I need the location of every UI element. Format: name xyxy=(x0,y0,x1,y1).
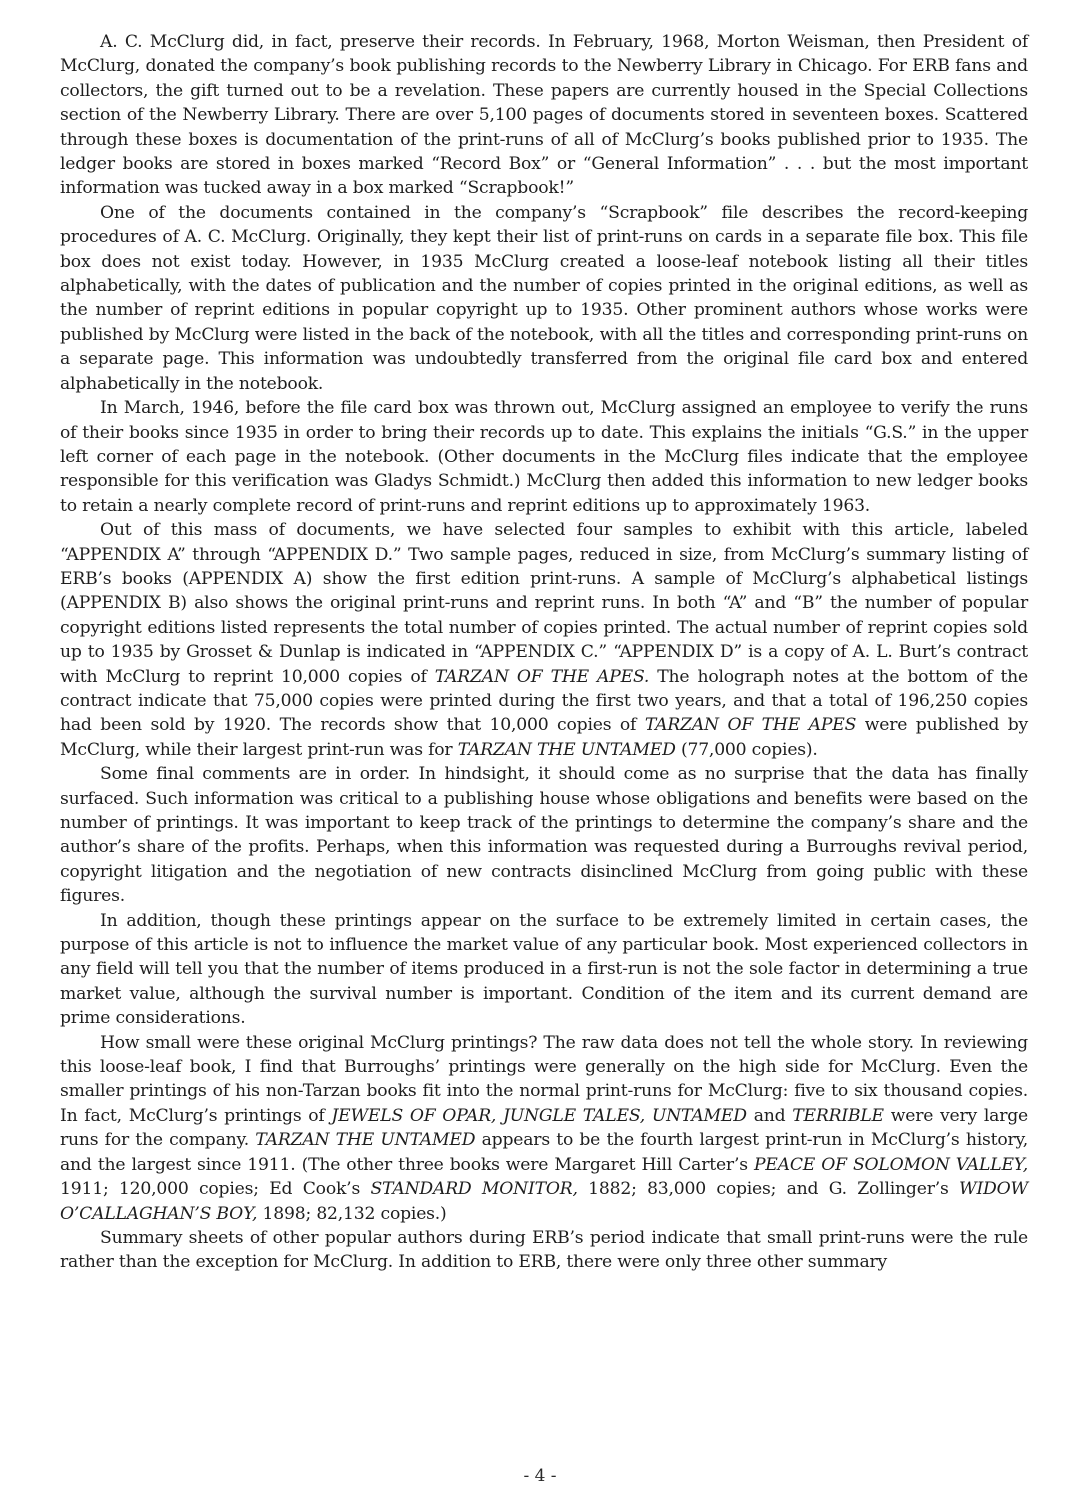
paragraph-text: Out of this mass of documents, we have selected four samples to exhibit with this article, labeled “APPENDIX A” through “APPENDIX D.” Two sample pages, reduced in size, from McClurg’s summary listing of ERB’s books (APPENDIX A) show the first edition print-runs. A sample of McClurg’s alphabetical listings (APPENDIX B) also shows the original print-runs and reprint runs. In both “A” and “B” the number of popular copyright editions listed represents the total number of copies printed. The actual number of reprint copies sold up to 1935 by Grosset & Dunlap is indicated in “APPENDIX C.” “APPENDIX D” is a copy of A. L. Burt’s contract with McClurg to reprint 10,000 copies of xyxy=(60,520,1028,687)
paragraph-text: How small were these original McClurg printings? The raw data does not tell the whole story. In reviewing this loose-leaf book, I find that Burroughs’ printings were generally on the high side for McClurg. Even the smaller printings of his non-Tarzan books fit into the normal print-runs for McClurg: five to six thousand copies. In fact, McClurg’s printings of xyxy=(60,1032,1028,1126)
paragraph-text: appears to be the fourth largest print-run in McClurg’s history, and the largest since 1911. (The other three books were Margaret Hill Carter’s xyxy=(60,1130,1028,1175)
book-title: TARZAN THE UNTAMED xyxy=(457,739,676,760)
paragraph-text: (77,000 copies). xyxy=(675,739,818,760)
paragraph-text: A. C. McClurg did, in fact, preserve their records. In February, 1968, Morton Weisman, then President of McClurg, donated the company’s book publishing records to the Newberry Library in Chicago. For ERB fans and collectors, the gift turned out to be a revelation. These papers are currently housed in the Special Collections section of the Newberry Library. There are over 5,100 pages of documents stored in seventeen boxes. Scattered through these boxes is documentation of the print-runs of all of McClurg’s books published prior to 1935. The ledger books are stored in boxes marked “Record Box” or “General Information” . . . but the most important information was tucked away in a box marked “Scrapbook!” xyxy=(60,32,1028,199)
paragraph-text: 1898; 82,132 copies.) xyxy=(257,1203,447,1224)
paragraph-text: Summary sheets of other popular authors during ERB’s period indicate that small print-runs were the rule rather than the exception for McClurg. In addition to ERB, there were only three other summary xyxy=(60,1227,1028,1273)
book-title: PEACE OF SOLOMON VALLEY, xyxy=(753,1154,1028,1175)
paragraph-text: were very large runs for the company. xyxy=(60,1105,1028,1151)
book-title: STANDARD MONITOR, xyxy=(370,1179,578,1200)
paragraph-text: In March, 1946, before the file card box was thrown out, McClurg assigned an employee to verify the runs of their books since 1935 in order to bring their records up to date. This explains the initials “G.S.” in the upper left corner of each page in the notebook. (Other documents in the McClurg files indicate that the employee responsible for this verification was Gladys Schmidt.) McClurg then added this information to new ledger books to retain a nearly complete record of print-runs and reprint editions up to approximately 1963. xyxy=(60,398,1028,516)
paragraph-text: were published by McClurg, while their largest print-run was for xyxy=(60,715,1029,760)
article-paragraph xyxy=(60,762,1028,908)
article-paragraph xyxy=(60,1226,1028,1275)
article-paragraph xyxy=(60,518,1028,762)
article-body xyxy=(60,30,1028,1275)
paragraph-text: 1911; 120,000 copies; Ed Cook’s xyxy=(60,1179,371,1200)
book-title: JEWELS OF OPAR, JUNGLE TALES, UNTAMED xyxy=(331,1105,747,1126)
paragraph-text: One of the documents contained in the company’s “Scrapbook” file describes the record-keeping procedures of A. C. McClurg. Originally, they kept their list of print-runs on cards in a separate file box. This file box does not exist today. However, in 1935 McClurg created a loose-leaf notebook listing all their titles alphabetically, with the dates of publication and the number of copies printed in the original editions, as well as the number of reprint editions in popular copyright up to 1935. Other prominent authors whose works were published by McClurg were listed in the back of the notebook, with all the titles and corresponding print-runs on a separate page. This information was undoubtedly transferred from the original file card box and entered alphabetically in the notebook. xyxy=(60,202,1028,394)
article-paragraph xyxy=(60,30,1028,201)
article-paragraph xyxy=(60,1031,1028,1226)
book-title: WIDOW O’CALLAGHAN’S BOY, xyxy=(60,1179,1028,1224)
paragraph-text: The holograph notes at the bottom of the contract indicate that 75,000 copies were printed during the first two years, and that a total of 196,250 copies had been sold by 1920. The records show that 10,000 copies of xyxy=(60,666,1028,736)
paragraph-text: In addition, though these printings appear on the surface to be extremely limited in certain cases, the purpose of this article is not to influence the market value of any particular book. Most experienced collectors in any field will tell you that the number of items produced in a first-run is not the sole factor in determining a true market value, although the survival number is important. Condition of the item and its current demand are prime considerations. xyxy=(60,910,1028,1029)
article-paragraph xyxy=(60,396,1028,518)
article-paragraph xyxy=(60,909,1028,1031)
book-title: TARZAN THE UNTAMED xyxy=(255,1130,476,1151)
paragraph-text: 1882; 83,000 copies; and G. Zollinger’s xyxy=(577,1179,959,1200)
paragraph-text: and xyxy=(746,1105,793,1126)
article-paragraph xyxy=(60,201,1028,396)
paragraph-text: Some final comments are in order. In hindsight, it should come as no surprise that the data has finally surfaced. Such information was critical to a publishing house whose obligations and benefits were based on the number of printings. It was important to keep track of the printings to determine the company’s share and the author’s share of the profits. Perhaps, when this information was requested during a Burroughs revival period, copyright litigation and the negotiation of new contracts disinclined McClurg from going public with these figures. xyxy=(60,764,1028,907)
book-title: TARZAN OF THE APES xyxy=(644,715,857,736)
book-title: TERRIBLE xyxy=(792,1105,884,1126)
book-title: TARZAN OF THE APES. xyxy=(434,666,650,687)
page-number: - 4 - xyxy=(523,1466,557,1486)
